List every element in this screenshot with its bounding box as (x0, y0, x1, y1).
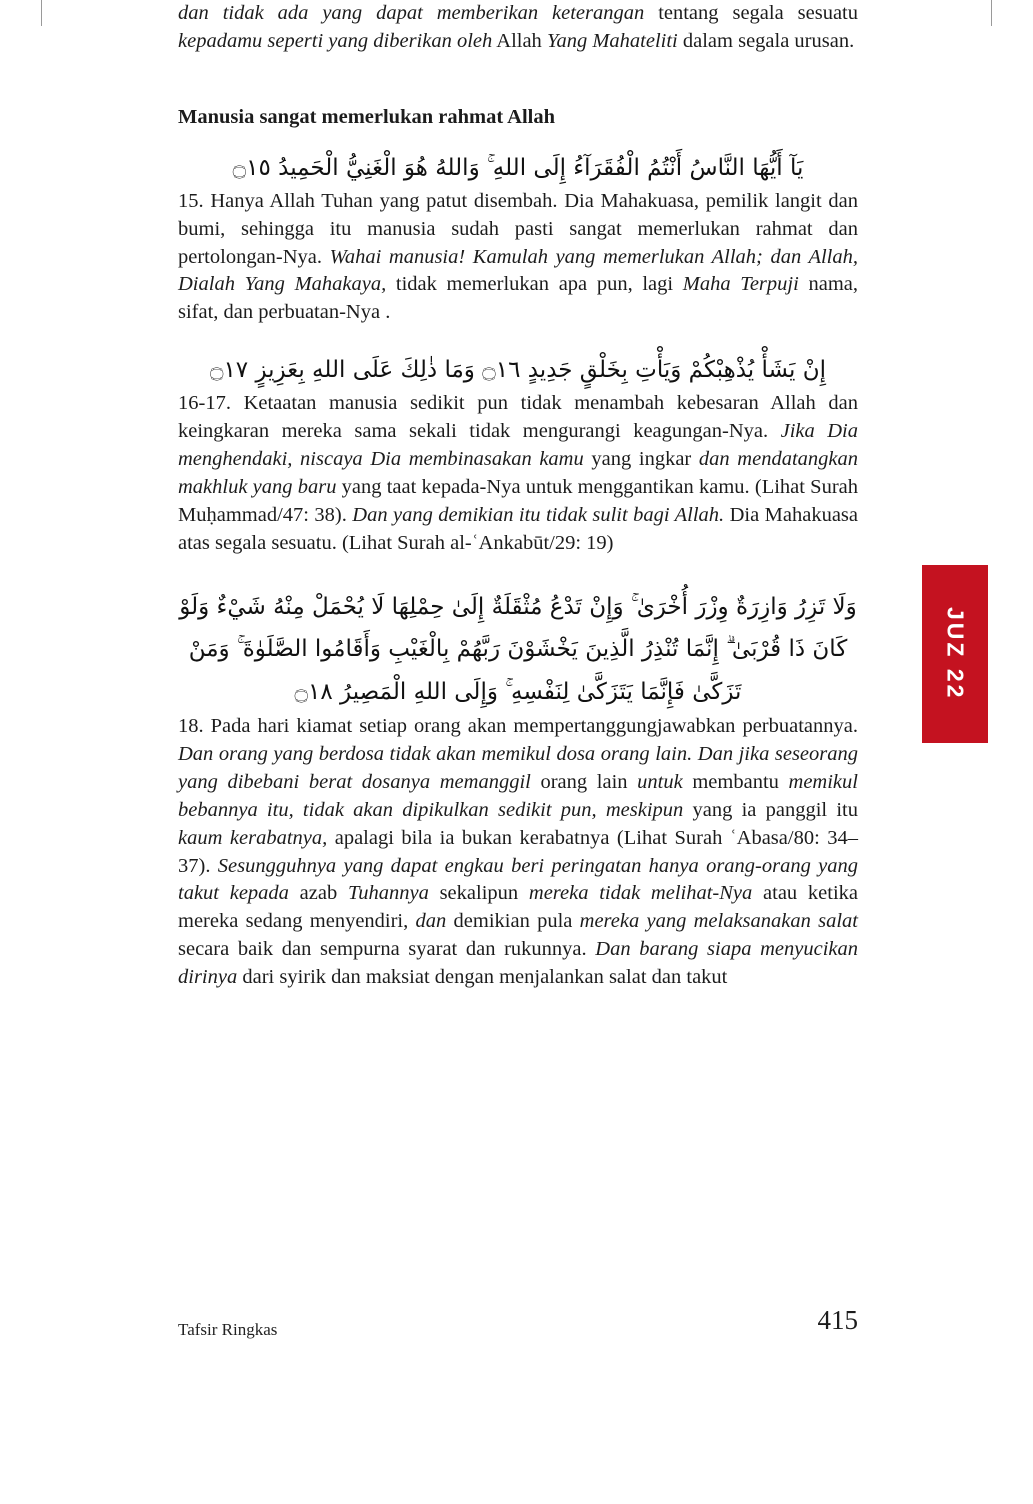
footer-page-number: 415 (817, 1305, 858, 1335)
arabic-verse-16-17: إِنْ يَشَأْ يُذْهِبْكُمْ وَيَأْتِ بِخَلْقٍ جَدِيدٍ ۝١٦ وَمَا ذٰلِكَ عَلَى اللهِ بِعَزِيزٍ ۝١٧ (209, 357, 827, 384)
arabic-verse-18: وَلَا تَزِرُ وَازِرَةٌ وِزْرَ أُخْرَىٰ ۚ وَإِنْ تَدْعُ مُثْقَلَةٌ إِلَىٰ حِمْلِهَا لَا يُحْمَلْ مِنْهُ شَيْءٌ وَلَوْ كَانَ ذَا قُرْبَىٰ ۗ إِنَّمَا تُنْذِرُ الَّذِينَ يَخْشَوْنَ رَبَّهُمْ بِالْغَيْبِ وَأَقَامُوا الصَّلَوٰةَ ۚ وَمَنْ تَزَكَّىٰ فَإِنَّمَا يَتَزَكَّىٰ لِنَفْسِهِ ۚ وَإِلَى اللهِ الْمَصِيرُ ۝١٨ (179, 593, 857, 705)
crop-mark-left (41, 0, 42, 26)
juz-tab (922, 565, 988, 743)
intro-paragraph: dan tidak ada yang dapat memberikan keterangan tentang segala sesuatu kepadamu seperti yang diberikan oleh Allah Yang Mahateliti dalam segala urusan. (178, 2, 858, 52)
juz-tab-label: JUZ 22 (942, 607, 969, 701)
tafsir-paragraph-15: 15. Hanya Allah Tuhan yang patut disembah. Dia Mahakuasa, pemilik langit dan bumi, sehingga itu manusia sudah pasti sangat memerlukan rahmat dan pertolongan-Nya. Wahai manusia! Kamulah yang memerlukan Allah; dan Allah, Dialah Yang Mahakaya, tidak memerlukan apa pun, lagi Maha Terpuji nama, sifat, dan perbuatan-Nya . (178, 189, 858, 324)
arabic-verse-15: يَآ أَيُّهَا النَّاسُ أَنْتُمُ الْفُقَرَآءُ إِلَى اللهِ ۚ وَاللهُ هُوَ الْغَنِيُّ الْحَمِيدُ ۝١٥ (232, 154, 804, 181)
tafsir-paragraph-16-17: 16-17. Ketaatan manusia sedikit pun tidak menambah kebesaran Allah dan keingkaran mereka sama sekali tidak mengurangi keagungan-Nya. Jika Dia menghendaki, niscaya Dia membinasakan kamu yang ingkar dan mendatangkan makhluk yang baru yang taat kepada-Nya untuk menggantikan kamu. (Lihat Surah Muḥammad/47: 38). Dan yang demikian itu tidak sulit bagi Allah. Dia Mahakuasa atas segala sesuatu. (Lihat Surah al-ʿAnkabūt/29: 19) (178, 392, 858, 554)
crop-mark-right (991, 0, 992, 26)
content-column (178, 0, 858, 992)
tafsir-paragraph-18: 18. Pada hari kiamat setiap orang akan mempertanggungjawabkan perbuatannya. Dan orang yang berdosa tidak akan memikul dosa orang lain. Dan jika seseorang yang dibebani berat dosanya memanggil orang lain untuk membantu memikul bebannya itu, tidak akan dipikulkan sedikit pun, meskipun yang ia panggil itu kaum kerabatnya, apalagi bila ia bukan kerabatnya (Lihat Surah ʿAbasa/80: 34–37). Sesungguhnya yang dapat engkau beri peringatan hanya orang-orang yang takut kepada azab Tuhannya sekalipun mereka tidak melihat-Nya atau ketika mereka sedang menyendiri, dan demikian pula mereka yang melaksanakan salat secara baik dan sempurna syarat dan rukunnya. Dan barang siapa menyucikan dirinya dari syirik dan maksiat dengan menjalankan salat dan takut (178, 715, 859, 989)
footer-book-title: Tafsir Ringkas (178, 1320, 278, 1339)
section-heading: Manusia sangat memerlukan rahmat Allah (178, 105, 555, 128)
